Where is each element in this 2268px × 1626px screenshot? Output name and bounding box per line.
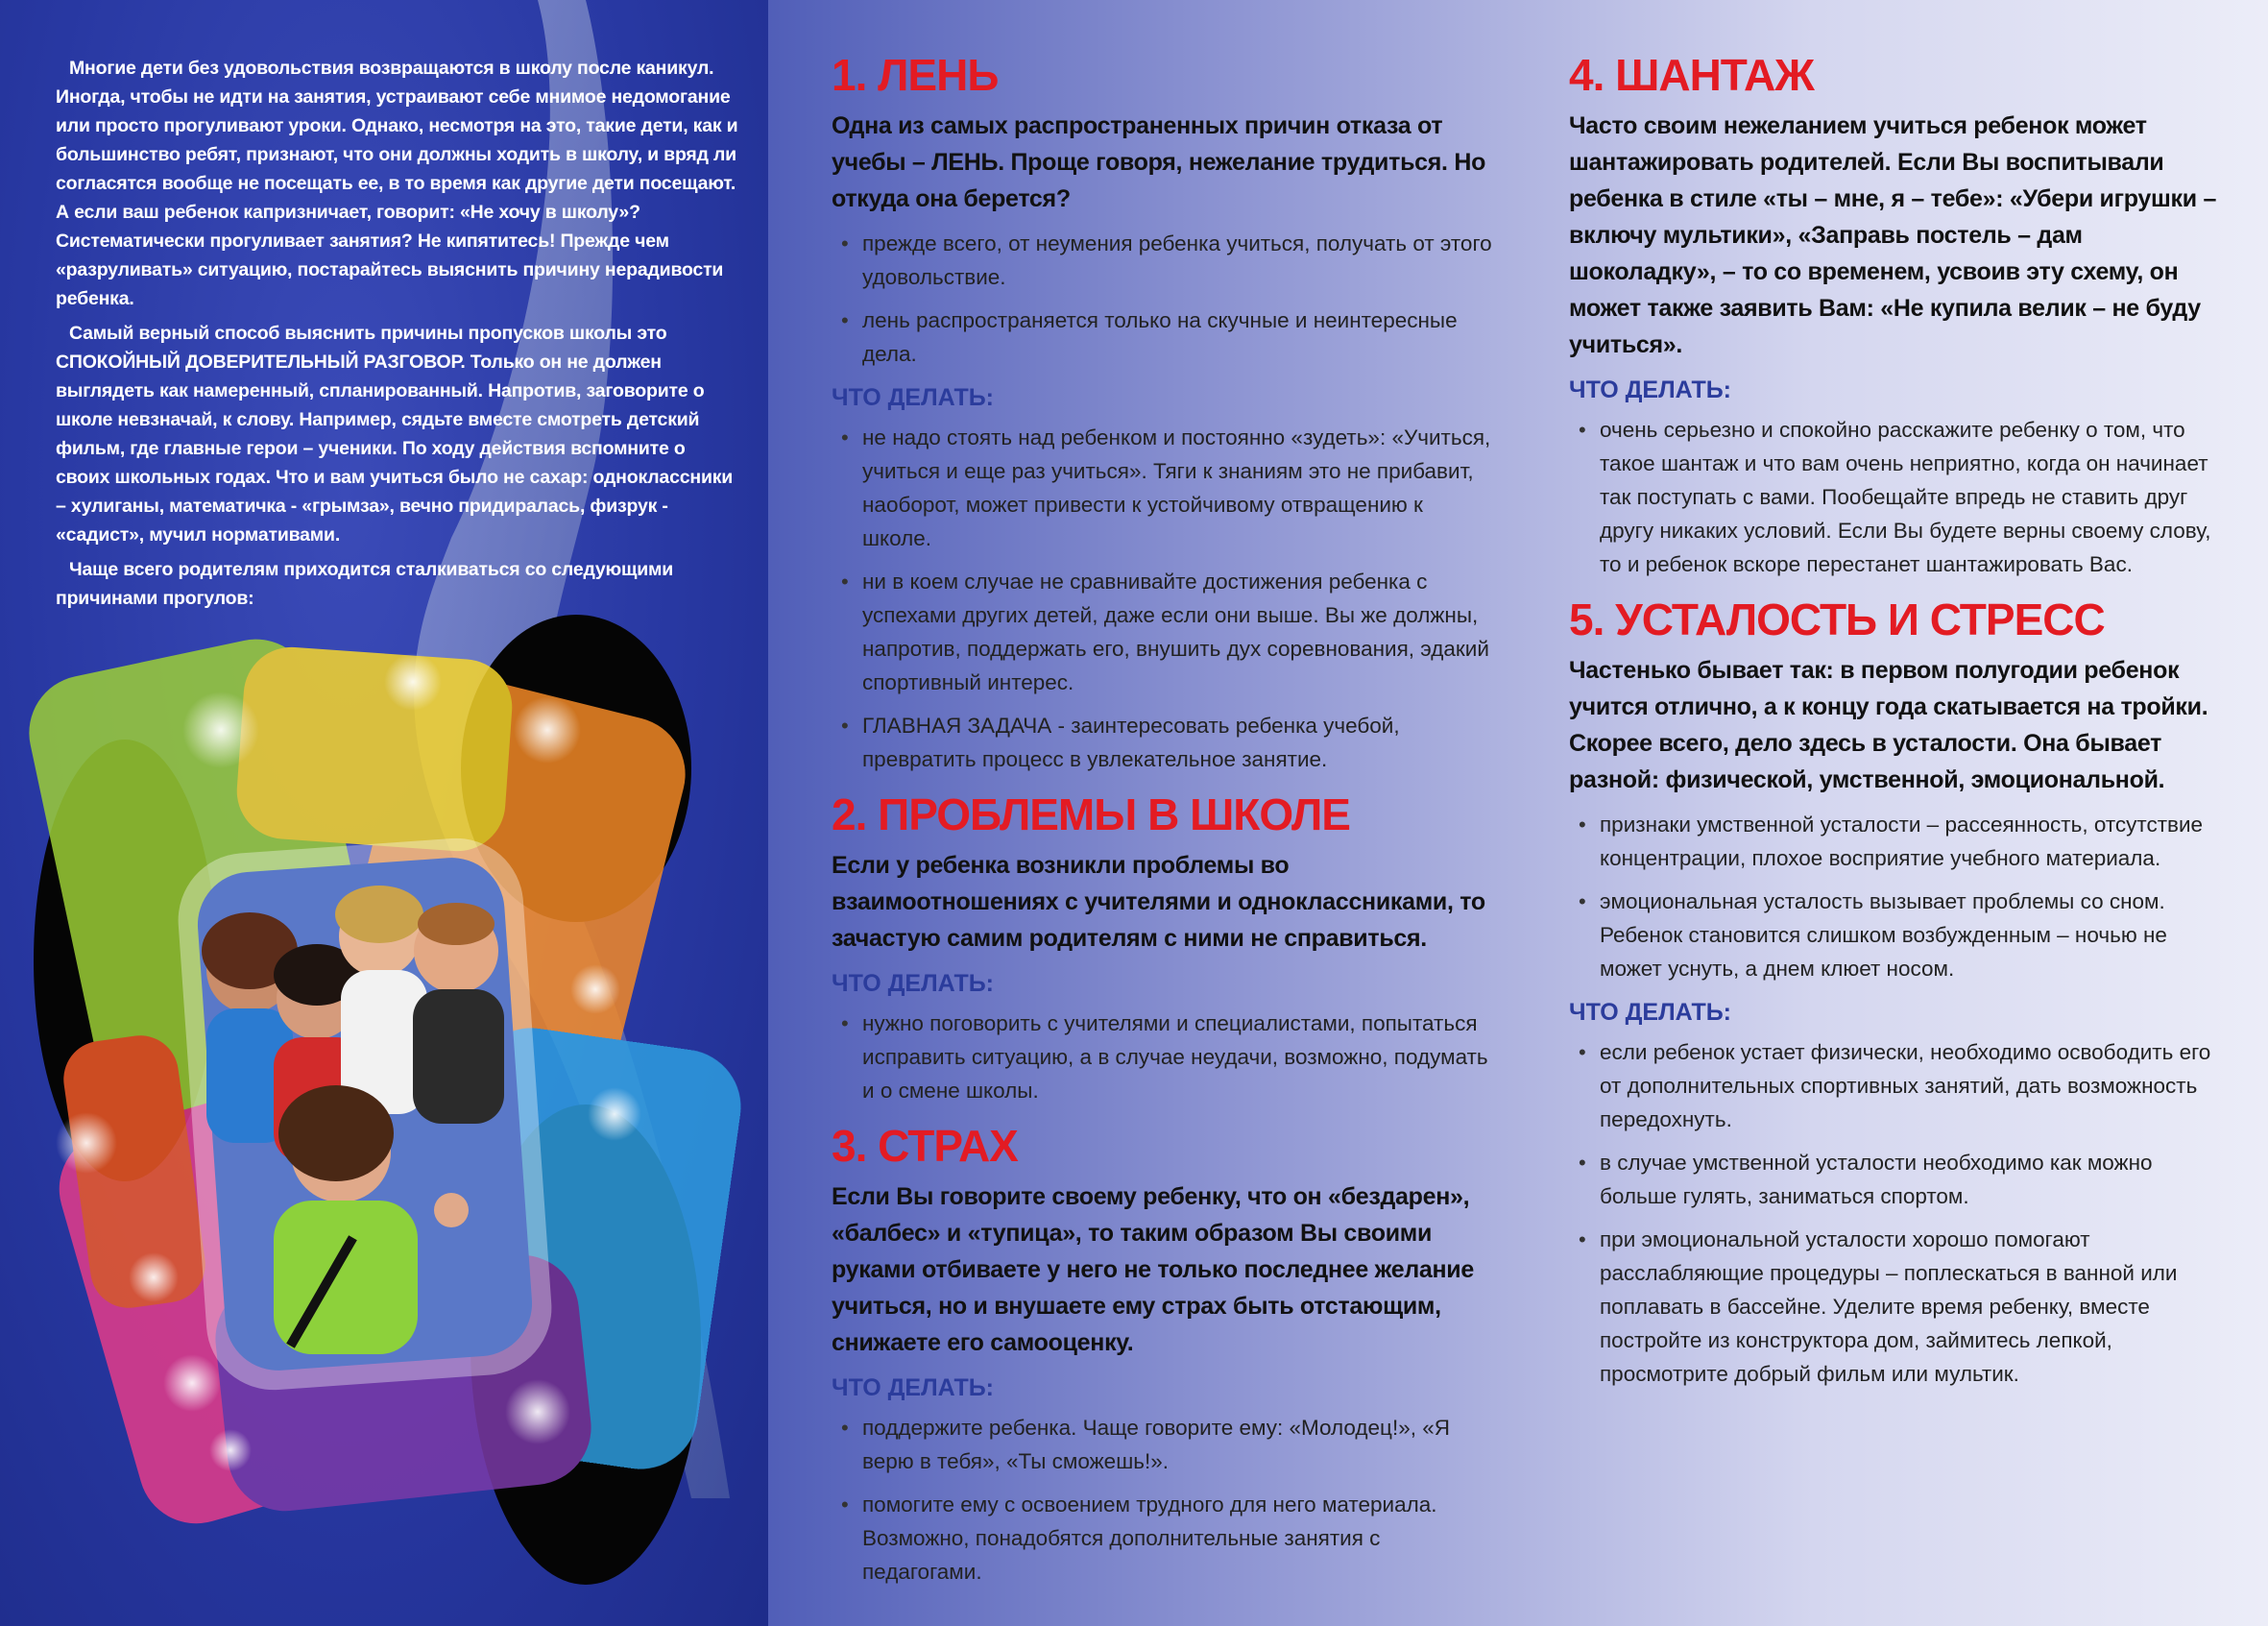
- list-item: • при эмоциональной усталости хорошо помогают расслабляющие процедуры – поплескаться в ванной или поплавать в бассейне. Уделите время ребенку, вместе постройте из конструктора дом, займитесь лепкой, просмотрите добрый фильм или мультик.: [1579, 1223, 2222, 1391]
- intro-highlight: СПОКОЙНЫЙ ДОВЕРИТЕЛЬНЫЙ РАЗГОВОР.: [56, 352, 466, 373]
- todo-label: ЧТО ДЕЛАТЬ:: [1569, 999, 1732, 1026]
- list-item: • ни в коем случае не сравнивайте достижения ребенка с успехами других детей, даже если они выше. Вы же должны, напротив, поддержать его, внушить дух соревнования, эдакий спортивный интерес.: [841, 565, 1494, 699]
- actions-list: [841, 421, 1494, 776]
- section-title: 1. ЛЕНЬ: [832, 50, 999, 100]
- list-item: • признаки умственной усталости – рассеянность, отсутствие концентрации, плохое восприятие учебного материала.: [1579, 808, 2222, 875]
- actions-list: [1579, 413, 2222, 581]
- list-item: • если ребенок устает физически, необходимо освободить его от дополнительных спортивных занятий, дать возможность передохнуть.: [1579, 1035, 2222, 1136]
- causes-list: [1579, 808, 2222, 985]
- section-lead: Одна из самых распространенных причин отказа от учебы – ЛЕНЬ. Проще говоря, нежелание трудиться. Но откуда она берется?: [832, 112, 1486, 212]
- section-blackmail: [1569, 46, 2222, 581]
- actions-list: [841, 1007, 1494, 1107]
- list-item: • очень серьезно и спокойно расскажите ребенку о том, что такое шантаж и что вам очень неприятно, когда он начинает так поступать с вами. Пообещайте впредь не ставить друг другу никаких условий. Если Вы будете верны своему слову, то и ребенок вскоре перестанет шантажировать Вас.: [1579, 413, 2222, 581]
- intro-text-span: Только он не должен выглядеть как намеренный, спланированный. Напротив, заговорите о школе невзначай, к слову. Например, сядьте вместе смотреть детский фильм, где главные герои – ученики. По ходу действия вспомните о своих школьных годах. Что и вам учиться было не сахар: одноклассники – хулиганы, математичка - «грымза», вечно придиралась, физрук - «садист», мучил нормативами.: [56, 352, 734, 546]
- list-item: • в случае умственной усталости необходимо как можно больше гулять, заниматься спортом.: [1579, 1146, 2222, 1213]
- section-fatigue-stress: [1569, 591, 2222, 1391]
- section-title: 5. УСТАЛОСТЬ И СТРЕСС: [1569, 595, 2105, 644]
- list-item: • лень распространяется только на скучные и неинтересные дела.: [841, 303, 1494, 371]
- section-title: 3. СТРАХ: [832, 1121, 1018, 1171]
- list-item: • нужно поговорить с учителями и специалистами, попытаться исправить ситуацию, а в случае неудачи, возможно, подумать и о смене школы.: [841, 1007, 1494, 1107]
- list-item: • ГЛАВНАЯ ЗАДАЧА - заинтересовать ребенка учебой, превратить процесс в увлекательное занятие.: [841, 709, 1494, 776]
- intro-paragraph: Многие дети без удовольствия возвращаются в школу после каникул. Иногда, чтобы не идти на занятия, устраивают себе мнимое недомогание или просто прогуливают уроки. Однако, несмотря на это, такие дети, как и большинство ребят, признают, что они должны ходить в школу, и вряд ли согласятся вообще не посещать ее, в то время как другие дети посещают. А если ваш ребенок капризничает, говорит: «Не хочу в школу»? Систематически прогуливает занятия? Не кипятитесь! Прежде чем «разруливать» ситуацию, постарайтесь выяснить причину нерадивости ребенка.: [56, 58, 738, 309]
- list-item: • прежде всего, от неумения ребенка учиться, получать от этого удовольствие.: [841, 227, 1494, 294]
- intro-text: [56, 54, 739, 619]
- right-column: [1569, 46, 2222, 1400]
- left-panel: [0, 0, 768, 1626]
- middle-column: [832, 46, 1494, 1598]
- section-title: 4. ШАНТАЖ: [1569, 50, 1814, 100]
- todo-label: ЧТО ДЕЛАТЬ:: [832, 384, 995, 411]
- todo-label: ЧТО ДЕЛАТЬ:: [832, 970, 995, 997]
- todo-label: ЧТО ДЕЛАТЬ:: [832, 1374, 995, 1401]
- section-school-problems: [832, 786, 1494, 1107]
- intro-paragraph: [56, 319, 739, 549]
- section-laziness: [832, 46, 1494, 776]
- list-item: • помогите ему с освоением трудного для него материала. Возможно, понадобятся дополнительные занятия с педагогами.: [841, 1488, 1494, 1589]
- intro-paragraph: Чаще всего родителям приходится сталкиваться со следующими причинами прогулов:: [56, 559, 674, 609]
- list-item: • эмоциональная усталость вызывает проблемы со сном. Ребенок становится слишком возбужденным – ночью не может уснуть, а днем клюет носом.: [1579, 885, 2222, 985]
- actions-list: [1579, 1035, 2222, 1391]
- todo-label: ЧТО ДЕЛАТЬ:: [1569, 376, 1732, 403]
- actions-list: [841, 1411, 1494, 1589]
- causes-list: [841, 227, 1494, 371]
- intro-text-span: Самый верный способ выяснить причины пропусков школы это: [69, 323, 667, 344]
- section-fear: [832, 1117, 1494, 1589]
- section-lead: Если у ребенка возникли проблемы во взаимоотношениях с учителями и одноклассниками, то зачастую самим родителям с ними не справиться.: [832, 852, 1485, 952]
- section-title: 2. ПРОБЛЕМЫ В ШКОЛЕ: [832, 789, 1350, 839]
- section-lead: Часто своим нежеланием учиться ребенок может шантажировать родителей. Если Вы воспитывали ребенка в стиле «ты – мне, я – тебе»: «Убери игрушки – включу мультики», «Заправь постель – дам шоколадку», – то со временем, усвоив эту схему, он может также заявить Вам: «Не купила велик – не буду учиться».: [1569, 112, 2217, 358]
- section-lead: Если Вы говорите своему ребенку, что он «бездарен», «балбес» и «тупица», то таким образом Вы своими руками отбиваете у него не только последнее желание учиться, но и внушаете ему страх быть отстающим, снижаете его самооценку.: [832, 1183, 1474, 1356]
- section-lead: Частенько бывает так: в первом полугодии ребенок учится отлично, а к концу года скатывается на тройки. Скорее всего, дело здесь в усталости. Она бывает разной: физической, умственной, эмоциональной.: [1569, 657, 2208, 793]
- list-item: • поддержите ребенка. Чаще говорите ему: «Молодец!», «Я верю в тебя», «Ты сможешь!».: [841, 1411, 1494, 1478]
- list-item: • не надо стоять над ребенком и постоянно «зудеть»: «Учиться, учиться и еще раз учиться». Тяги к знаниям это не прибавит, наоборот, может привести к устойчивому отвращению к школе.: [841, 421, 1494, 555]
